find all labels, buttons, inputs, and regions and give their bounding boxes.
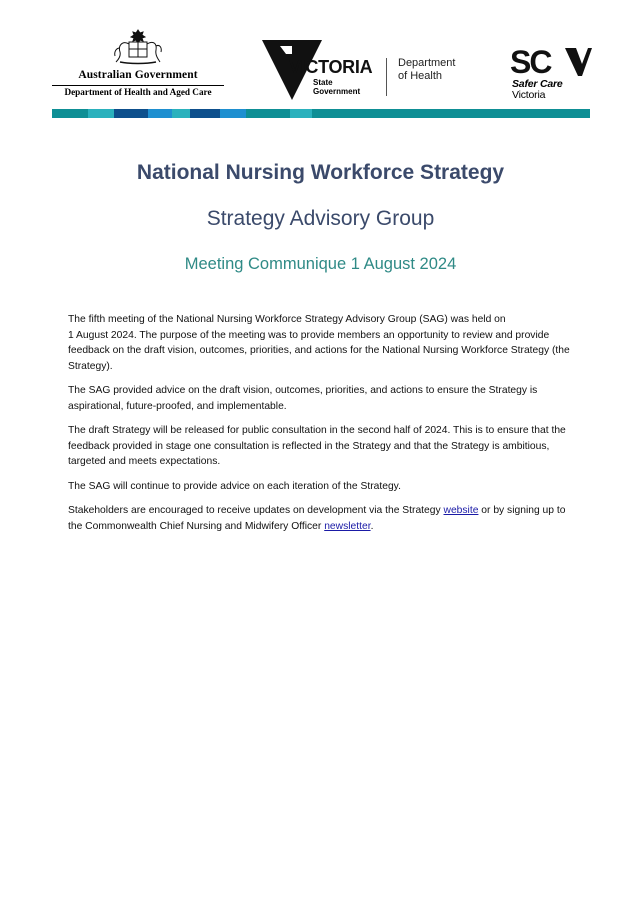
- paragraph-5-pre: Stakeholders are encouraged to receive updates on development via the Strategy: [68, 505, 444, 516]
- victoria-department-of-health: [398, 57, 455, 83]
- communique-body: [68, 312, 576, 543]
- document-title: National Nursing Workforce Strategy: [136, 161, 505, 184]
- band-segment: [52, 109, 88, 118]
- paragraph-5-post: .: [370, 520, 374, 532]
- paragraph-1-line-1: The fifth meeting of the National Nursing Workforce Strategy Advisory Group (SAG) was held on: [68, 314, 506, 325]
- paragraph-1-rest: 1 August 2024. The purpose of the meeting was to provide members an opportunity to review and provide feedback on the draft vision, outcomes, priorities, and actions for the National Nursing Workforce Strategy (the Strategy).: [68, 329, 570, 372]
- paragraph-4: The SAG will continue to provide advice on each iteration of the Strategy.: [68, 480, 401, 492]
- paragraph-5: [68, 503, 576, 534]
- band-segment: [220, 109, 246, 118]
- australian-government-logo: [52, 28, 224, 100]
- government-label: Government: [313, 87, 361, 96]
- paragraph-2: The SAG provided advice on the draft vision, outcomes, priorities, and actions to ensure the Strategy is aspirational, future-proofed, and implementable.: [68, 385, 538, 412]
- coat-of-arms-icon: [110, 28, 166, 66]
- paragraph-1: [68, 312, 576, 374]
- meeting-date-heading: Meeting Communique 1 August 2024: [184, 255, 457, 273]
- safer-care-label: Safer Care: [512, 78, 563, 90]
- scv-mark-icon: [510, 44, 592, 78]
- band-segment: [246, 109, 290, 118]
- document-subtitle: Strategy Advisory Group: [206, 207, 435, 230]
- paragraph-5-mid: or by signing up to the Commonwealth Chief Nursing and Midwifery Officer: [68, 505, 566, 532]
- band-segment: [148, 109, 172, 118]
- svg-text:SC: SC: [510, 44, 551, 78]
- victoria-label: Victoria: [512, 89, 546, 101]
- band-segment: [88, 109, 114, 118]
- australian-government-name: Australian Government: [78, 69, 198, 81]
- department-label: Department: [398, 57, 456, 69]
- department-health-aged-care: Department of Health and Aged Care: [64, 87, 212, 97]
- of-health-label: of Health: [398, 70, 443, 82]
- safer-care-victoria-logo: [510, 44, 592, 102]
- header-colour-band: [52, 109, 590, 118]
- website-link[interactable]: website: [443, 505, 479, 516]
- paragraph-3: The draft Strategy will be released for public consultation in the second half of 2024. This is to ensure that the feedback provided in stage one consultation is reflected in the Strategy and that the Strategy is ambitious, targeted and meets expectations.: [68, 425, 566, 467]
- band-segment: [172, 109, 190, 118]
- newsletter-link[interactable]: newsletter: [324, 520, 371, 532]
- victoria-state-government-logo: [262, 40, 372, 102]
- band-segment: [114, 109, 148, 118]
- band-segment: [312, 109, 590, 118]
- band-segment: [290, 109, 312, 118]
- victoria-wordmark: VICTORIA: [289, 57, 373, 77]
- state-label: State: [313, 78, 333, 87]
- band-segment: [190, 109, 220, 118]
- state-government-label: [313, 78, 360, 96]
- logo-rule: [52, 85, 224, 86]
- logo-divider: [386, 58, 387, 96]
